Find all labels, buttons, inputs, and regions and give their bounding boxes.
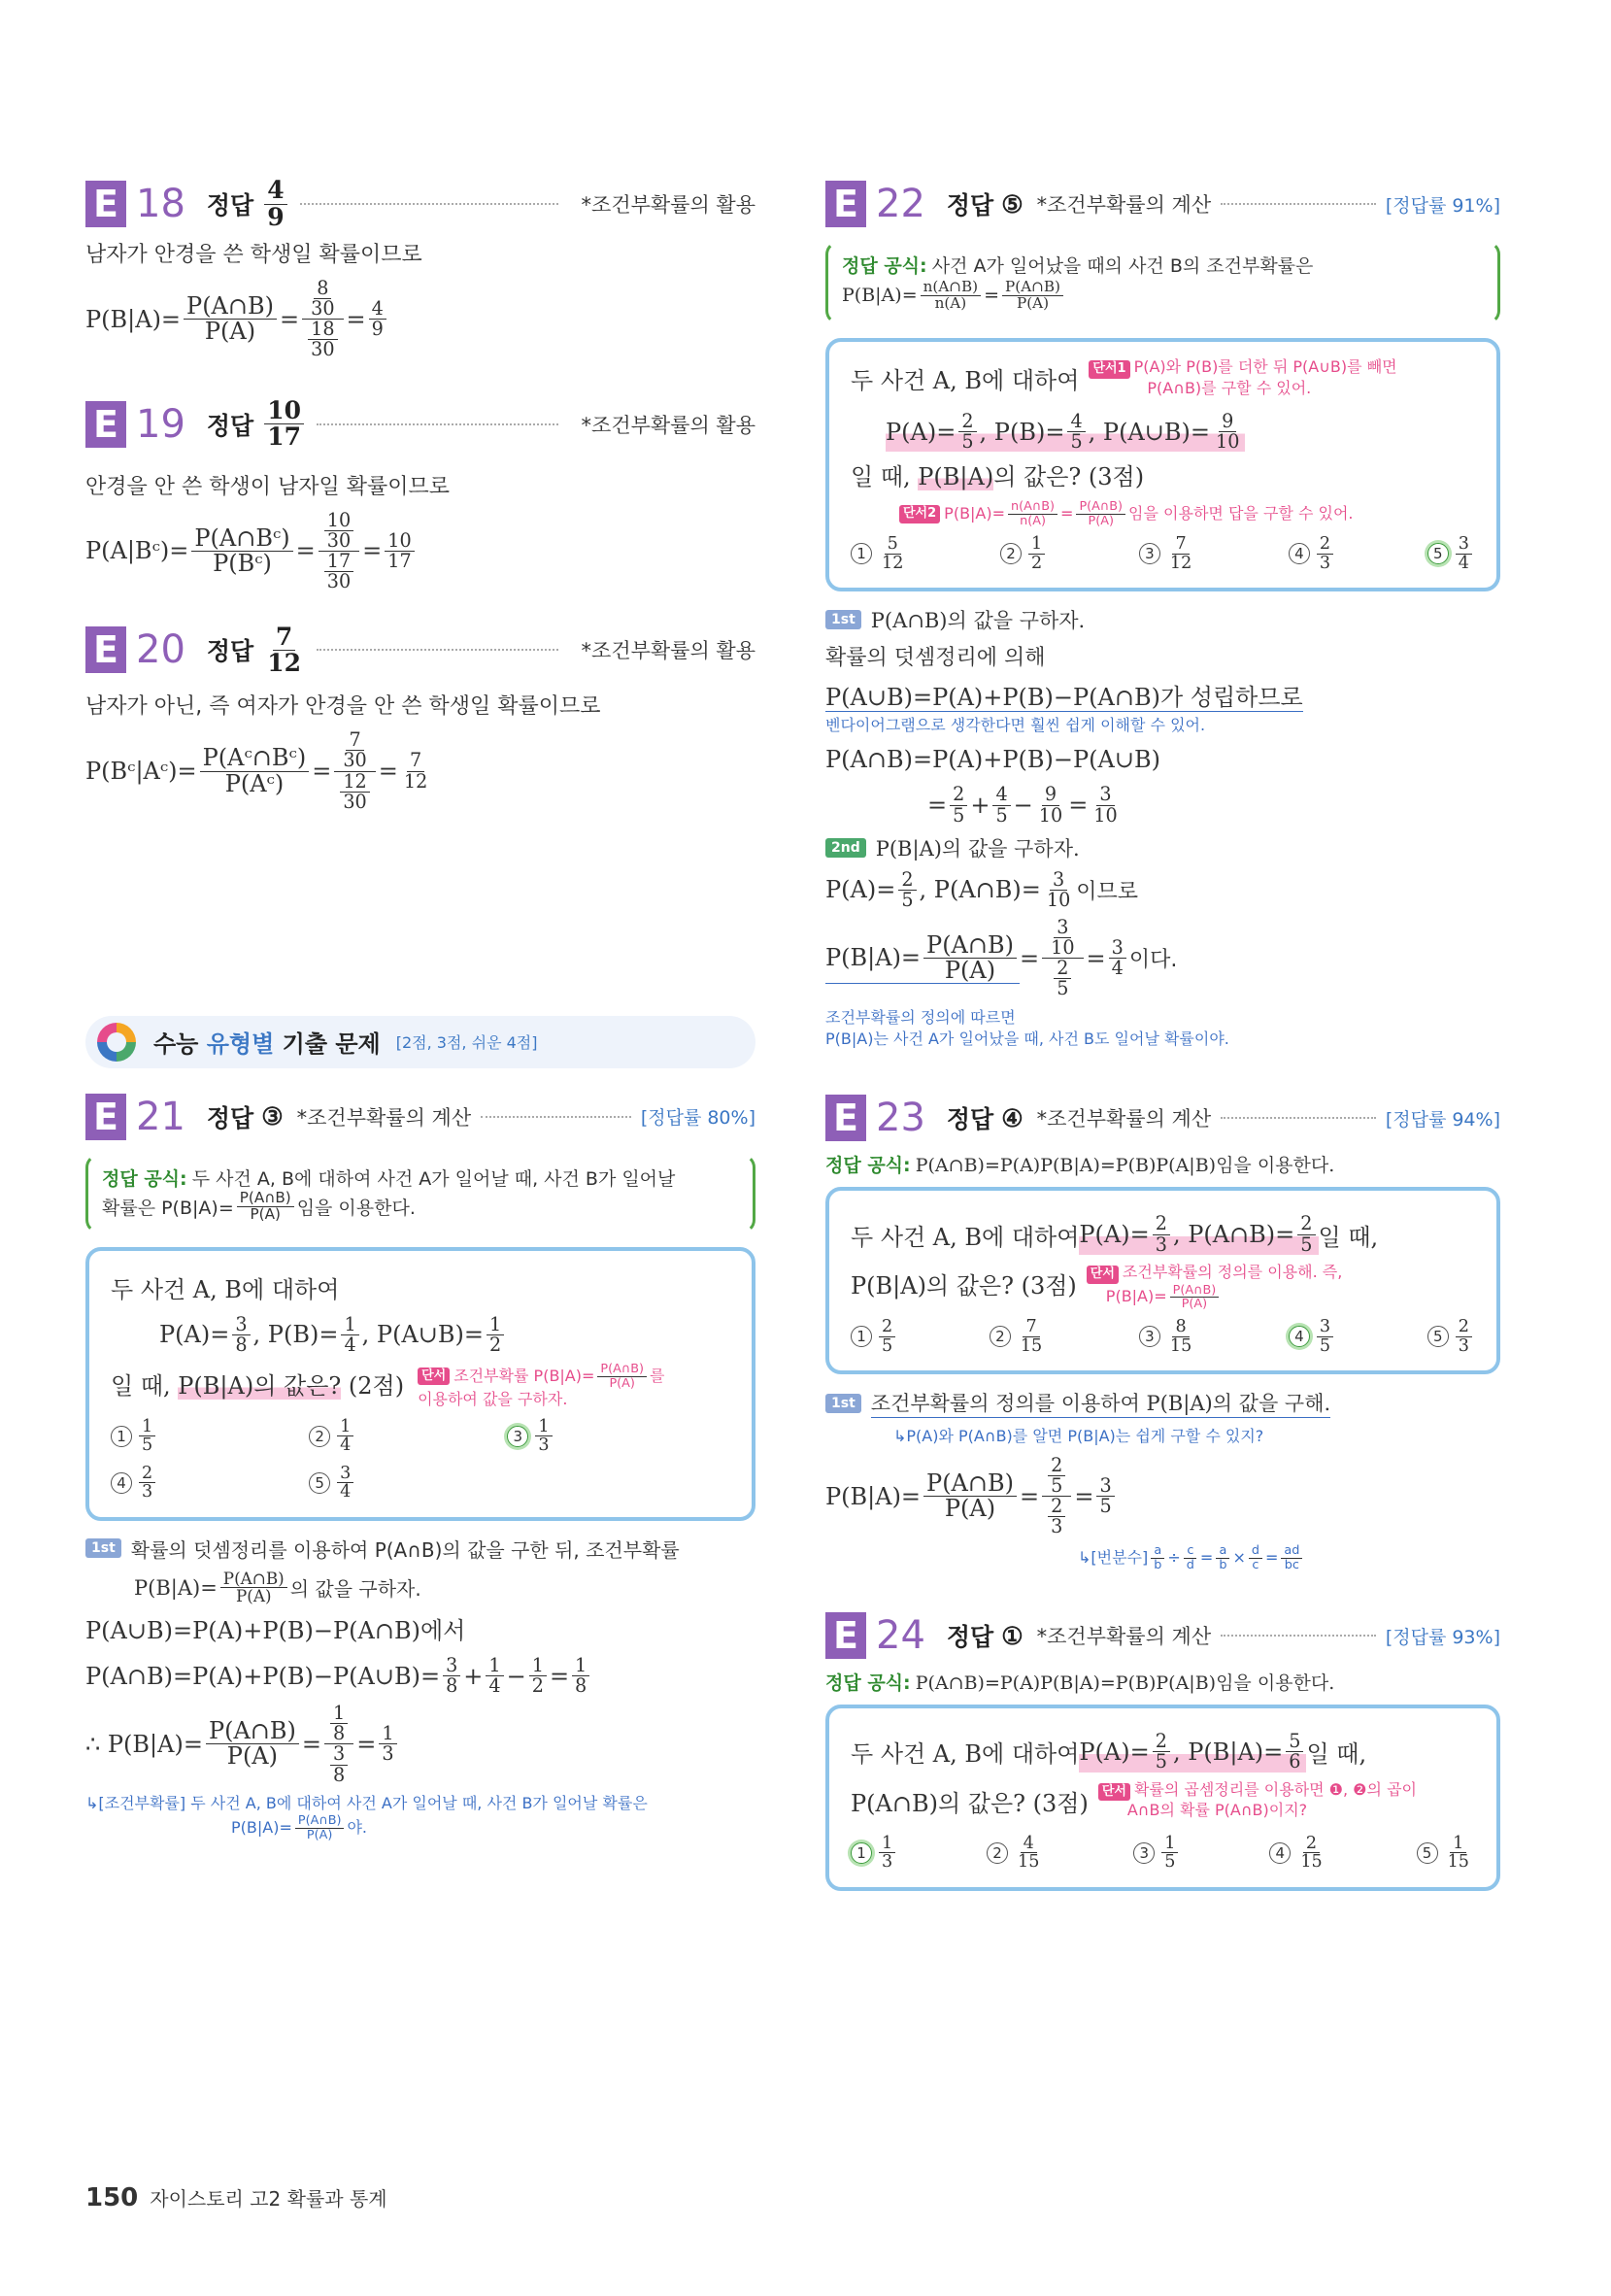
step-1: 1st 확률의 덧셈정리를 이용하여 P(A∩B)의 값을 구한 뒤, 조건부확률 bbox=[85, 1535, 755, 1563]
e-badge: E bbox=[825, 181, 866, 227]
choices bbox=[851, 1835, 1475, 1872]
problem-20 bbox=[85, 621, 755, 812]
choices bbox=[851, 535, 1475, 572]
step-2: 2nd P(B|A)의 값을 구하자. bbox=[825, 833, 1500, 862]
choice-3[interactable]: 3 $\frac{1}{3}$ bbox=[507, 1418, 705, 1455]
answer: 정답 ⑤ bbox=[946, 189, 1024, 219]
choice-3[interactable]: 3 $\frac{7}{12}$ bbox=[1139, 535, 1197, 572]
choice-4[interactable]: 4 $\frac{2}{3}$ bbox=[111, 1465, 309, 1502]
page-footer bbox=[85, 2183, 387, 2212]
choice-1[interactable]: 1 $\frac{1}{3}$ bbox=[851, 1835, 898, 1872]
choice-5[interactable]: 5 $\frac{1}{15}$ bbox=[1417, 1835, 1475, 1872]
problem-number: 23 bbox=[876, 1096, 925, 1141]
choice-1[interactable]: 1 $\frac{2}{5}$ bbox=[851, 1318, 898, 1355]
problem-24-header bbox=[825, 1606, 1500, 1665]
book-title: 자이스토리 고2 확률과 통계 bbox=[150, 2187, 387, 2211]
hint: 단서 조건부확률의 정의를 이용해. 즉, P(B|A)= $\frac{P(A\cap B)}{P(A)}$ bbox=[1087, 1263, 1342, 1311]
choice-3[interactable]: 3 $\frac{8}{15}$ bbox=[1139, 1318, 1197, 1355]
intro-text: 남자가 아닌, 즉 여자가 안경을 안 쓴 학생일 확률이므로 bbox=[85, 694, 601, 720]
problem-23: E 23 정답 ④ *조건부확률의 계산 [정답률 94%] 정답 공식: P(A∩B)=P(A)P(B|A)=P(B)P(A|B)임을 이용한다. 두 사건 A, B에 대하여 P(A)= $\frac{2}{3}$ , P(A∩B)= $\frac{2}{5}$ 일 때, P(B|A)의 값은? (3점) 단서 조건부확률의 정의를 이용해. 즉, P(B|A)= $\frac{P(A\cap B)}{P(A)}$ 1 $\frac{2}{5}$ 2 $\frac{7}{15}$ 3 $\frac{8}{15}$ 4 $\frac{3}{5}$ 5 $\frac{2}{3}$ 1st 조건부확률의 정의를 이용하여 P(B|A)의 값을 구해. ↳P(A)와 P(A∩B)를 알면 P(B|A)는 쉽게 구할 수 있지? P(B|A)= $\frac{P(A\cap B)}{P(A)}$ = $\frac{\frac{2}{5}}{\frac{2}{3}}$ = $\frac{3}{5}$ ↳[번분수] $\frac{a}{b}$ ÷ $\frac{c}{d}$ = $\frac{a}{b}$ × $\frac{d}{c}$ = $\frac{ad}{bc}$ bbox=[825, 1089, 1500, 1571]
problem-24 bbox=[825, 1606, 1500, 1890]
question-box: 두 사건 A, B에 대하여 P(A)= $\frac{2}{5}$ , P(B|A)= $\frac{5}{6}$ 일 때, P(A∩B)의 값은? (3점) 단서 확률의 곱셈정리를 이용하면 ❶, ❷의 곱이 A∩B의 확률 P(A∩B)이지? 1 $\frac{1}{3}$ 2 $\frac{4}{15}$ 3 $\frac{1}{5}$ 4 $\frac{2}{15}$ 5 $\frac{1}{15}$ bbox=[825, 1705, 1500, 1890]
problem-number: 21 bbox=[136, 1094, 185, 1139]
correct-rate: [정답률 93%] bbox=[1385, 1626, 1500, 1648]
problem-21-header bbox=[85, 1088, 755, 1146]
problem-18-header bbox=[85, 175, 755, 233]
problem-number: 24 bbox=[876, 1613, 925, 1659]
topic: *조건부확률의 계산 bbox=[1036, 1625, 1212, 1649]
problem-22-header bbox=[825, 175, 1500, 233]
section-banner bbox=[85, 1016, 755, 1068]
e-badge: E bbox=[825, 1095, 866, 1141]
step-1: 1st P(A∩B)의 값을 구하자. bbox=[825, 605, 1500, 634]
note: ↳[조건부확률] 두 사건 A, B에 대하여 사건 A가 일어날 때, 사건 B가 일어날 확률은 P(B|A)= $\frac{P(A\cap B)}{P(A)}$ 야. bbox=[85, 1793, 648, 1842]
topic: *조건부확률의 계산 bbox=[1036, 193, 1212, 217]
choice-3[interactable]: 3 $\frac{1}{5}$ bbox=[1133, 1835, 1181, 1872]
formula-box: 정답 공식: 사건 A가 일어났을 때의 사건 B의 조건부확률은 P(B|A)= $\frac{n(A\cap B)}{n(A)}$ = $\frac{P(A\cap B)}{P(A)}$ bbox=[825, 241, 1500, 324]
choice-5[interactable]: 5 $\frac{3}{4}$ bbox=[309, 1465, 507, 1502]
choices bbox=[111, 1418, 730, 1502]
topic: *조건부확률의 계산 bbox=[1036, 1107, 1212, 1131]
choice-2[interactable]: 2 $\frac{4}{15}$ bbox=[987, 1835, 1045, 1872]
answer: 정답 $\frac{10}{17}$ bbox=[207, 398, 307, 451]
formula-line: 정답 공식: P(A∩B)=P(A)P(B|A)=P(B)P(A|B)임을 이용한다. bbox=[825, 1672, 1335, 1695]
answer: 정답 $\frac{4}{9}$ bbox=[207, 178, 290, 230]
problem-19-header bbox=[85, 395, 755, 454]
topic: *조건부확률의 활용 bbox=[581, 639, 755, 663]
correct-rate: [정답률 80%] bbox=[640, 1107, 755, 1130]
question-box: 두 사건 A, B에 대하여 단서1 P(A)와 P(B)를 더한 뒤 P(A∪B)를 빼면 P(A∩B)를 구할 수 있어. P(A)= $\frac{2}{5}$ , P(B)= $\frac{4}{5}$ , P(A∪B)= $\frac{9}{10}$ 일 때, P(B|A)의 값은? (3점) 단서2 P(B|A)= $\frac{n(A\cap B)}{n(A)}$ = $\frac{P(A\cap B)}{P(A)}$ 임을 이용하면 답을 구할 수 있어. 1 $\frac{5}{12}$ 2 $\frac{1}{2}$ 3 $\frac{7}{12}$ 4 $\frac{2}{3}$ 5 $\frac{3}{4}$ bbox=[825, 338, 1500, 591]
formula-box: 정답 공식: 두 사건 A, B에 대하여 사건 A가 일어날 때, 사건 B가 일어날 확률은 P(B|A)= $\frac{P(A\cap B)}{P(A)}$ 임을 이용한다. bbox=[85, 1154, 755, 1233]
logo-icon bbox=[97, 1023, 136, 1062]
topic: *조건부확률의 계산 bbox=[296, 1105, 472, 1130]
problem-number: 19 bbox=[136, 401, 185, 447]
right-column bbox=[825, 175, 1500, 1905]
choice-5[interactable]: 5 $\frac{2}{3}$ bbox=[1427, 1318, 1475, 1355]
note: 조건부확률의 정의에 따르면 P(B|A)는 사건 A가 일어났을 때, 사건 B도 일어날 확률이야. bbox=[825, 1007, 1229, 1049]
intro-text: 남자가 안경을 쓴 학생일 확률이므로 bbox=[85, 243, 422, 267]
problem-20-header bbox=[85, 621, 755, 679]
problem-23-header bbox=[825, 1089, 1500, 1147]
topic: *조건부확률의 활용 bbox=[581, 413, 755, 437]
left-column bbox=[85, 175, 755, 1851]
choice-4[interactable]: 4 $\frac{2}{15}$ bbox=[1269, 1835, 1327, 1872]
choice-2[interactable]: 2 $\frac{1}{2}$ bbox=[1000, 535, 1048, 572]
e-badge: E bbox=[825, 1612, 866, 1659]
choice-1[interactable]: 1 $\frac{5}{12}$ bbox=[851, 535, 909, 572]
page-number: 150 bbox=[85, 2183, 139, 2212]
problem-number: 20 bbox=[136, 627, 185, 673]
topic: *조건부확률의 활용 bbox=[581, 193, 755, 217]
e-badge: E bbox=[85, 1094, 126, 1140]
answer: 정답 ③ bbox=[206, 1102, 284, 1132]
problem-19 bbox=[85, 395, 755, 592]
question-box: 두 사건 A, B에 대하여 P(A)= $\frac{3}{8}$ , P(B)= $\frac{1}{4}$ , P(A∪B)= $\frac{1}{2}$ 일 때, P(B|A)의 값은? (2점) 단서 조건부확률 P(B|A)= $\frac{P(A\cap B)}{P(A)}$ 를 이용하여 값을 구하자. 1 $\frac{1}{5}$ 2 $\frac{1}{4}$ 3 $\frac{1}{3}$ 4 $\frac{2}{3}$ 5 $\frac{3}{4}$ bbox=[85, 1247, 755, 1521]
hint-2: 단서2 P(B|A)= $\frac{n(A\cap B)}{n(A)}$ = $\frac{P(A\cap B)}{P(A)}$ 임을 이용하면 답을 구할 수 있어. bbox=[899, 500, 1475, 527]
hint-1: 단서1 P(A)와 P(B)를 더한 뒤 P(A∪B)를 빼면 P(A∩B)를 구할 수 있어. bbox=[1089, 357, 1396, 399]
e-badge: E bbox=[85, 626, 126, 673]
answer: 정답 ① bbox=[946, 1621, 1024, 1652]
choice-1[interactable]: 1 $\frac{1}{5}$ bbox=[111, 1418, 309, 1455]
problem-18 bbox=[85, 175, 755, 360]
note: ↳[번분수] $\frac{a}{b}$ ÷ $\frac{c}{d}$ = $\frac{a}{b}$ × $\frac{d}{c}$ = $\frac{ad}{bc}$ bbox=[1078, 1544, 1500, 1571]
equation: P(Bᶜ|Aᶜ)= $\frac{\text{P(Aᶜ∩Bᶜ)}}{\text{P(Aᶜ)}}$ = $\frac{\frac{7}{30}}{\frac{12}{30}}$ = $\frac{7}{12}$ bbox=[85, 728, 428, 813]
intro-text: 안경을 안 쓴 학생이 남자일 확률이므로 bbox=[85, 474, 450, 499]
choice-4[interactable]: 4 $\frac{2}{3}$ bbox=[1289, 535, 1336, 572]
banner-subtitle: [2점, 3점, 쉬운 4점] bbox=[395, 1033, 538, 1053]
correct-rate: [정답률 94%] bbox=[1385, 1108, 1500, 1131]
e-badge: E bbox=[85, 401, 126, 448]
question-box: 두 사건 A, B에 대하여 P(A)= $\frac{2}{3}$ , P(A∩B)= $\frac{2}{5}$ 일 때, P(B|A)의 값은? (3점) 단서 조건부확률의 정의를 이용해. 즉, P(B|A)= $\frac{P(A\cap B)}{P(A)}$ 1 $\frac{2}{5}$ 2 $\frac{7}{15}$ 3 $\frac{8}{15}$ 4 $\frac{3}{5}$ 5 $\frac{2}{3}$ bbox=[825, 1187, 1500, 1374]
choices bbox=[851, 1318, 1475, 1355]
problem-22: E 22 정답 ⑤ *조건부확률의 계산 [정답률 91%] 정답 공식: 사건 A가 일어났을 때의 사건 B의 조건부확률은 P(B|A)= $\frac{n(A\cap B)}{n(A)}$ = $\frac{P(A\cap B)}{P(A)}$ 두 사건 A, B에 대하여 단서1 P(A)와 P(B)를 더한 뒤 P(A∪B)를 빼면 P(A∩B)를 구할 수 있어. P(A)= $\frac{2}{5}$ , P(B)= $\frac{4}{5}$ , P(A∪B)= $\frac{9}{10}$ 일 때, P(B|A)의 값은? (3점) 단서2 P(B|A)= $\frac{n(A\cap B)}{n(A)}$ = $\frac{P(A\cap B)}{P(A)}$ 임을 이용하면 답을 구할 수 있어. 1 $\frac{5}{12}$ 2 $\frac{1}{2}$ 3 $\frac{7}{12}$ 4 $\frac{2}{3}$ 5 $\frac{3}{4}$ 1st P(A∩B)의 값을 구하자. 확률의 덧셈정리에 의해 P(A∪B)=P(A)+P(B)−P(A∩B)가 성립하므로 벤다이어그램으로 생각한다면 훨씬 쉽게 이해할 수 있어. P(A∩B)=P(A)+P(B)−P(A∪B) = $\frac{2}{5}$ + $\frac{4}{5}$ − $\frac{9}{10}$ = $\frac{3}{10}$ 2nd P(B|A)의 값을 구하자. P(A)= $\frac{2}{5}$ , P(A∩B)= $\frac{3}{10}$ 이므로 P(B|A)= $\frac{P(A\cap B)}{P(A)}$ = $\frac{\frac{3}{10}}{\frac{2}{5}}$ = $\frac{3}{4}$ 이다. 조건부확률의 정의에 따르면 P(B|A)는 사건 A가 일어났을 때, 사건 B도 일어날 확률이야. bbox=[825, 175, 1500, 1050]
choice-5[interactable]: 5 $\frac{3}{4}$ bbox=[1427, 535, 1475, 572]
step-1: 1st 조건부확률의 정의를 이용하여 P(B|A)의 값을 구해. bbox=[825, 1388, 1500, 1418]
problem-number: 22 bbox=[876, 182, 925, 226]
hint: 단서 확률의 곱셈정리를 이용하면 ❶, ❷의 곱이 A∩B의 확률 P(A∩B)이지? bbox=[1098, 1780, 1417, 1822]
formula-line: 정답 공식: P(A∩B)=P(A)P(B|A)=P(B)P(A|B)임을 이용한다. bbox=[825, 1155, 1335, 1177]
answer: 정답 $\frac{7}{12}$ bbox=[206, 622, 302, 677]
choice-4[interactable]: 4 $\frac{3}{5}$ bbox=[1289, 1318, 1336, 1355]
problem-number: 18 bbox=[136, 182, 185, 226]
equation: P(A|Bᶜ)= $\frac{\text{P(A∩Bᶜ)}}{\text{P(Bᶜ)}}$ = $\frac{\frac{10}{30}}{\frac{17}{30}}$ = $\frac{10}{17}$ bbox=[85, 511, 755, 592]
banner-title: 수능 유형별 기출 문제 bbox=[153, 1030, 381, 1059]
hint: 단서 조건부확률 P(B|A)= $\frac{P(A\cap B)}{P(A)}$ 를 이용하여 값을 구하자. bbox=[418, 1362, 665, 1408]
choice-2[interactable]: 2 $\frac{7}{15}$ bbox=[990, 1318, 1048, 1355]
answer: 정답 ④ bbox=[946, 1103, 1024, 1134]
equation: P(B|A)= $\frac{P(A\cap B)}{P(A)}$ = $\frac{\frac{8}{30}}{\frac{18}{30}}$ = $\frac{4}{9}$ bbox=[85, 279, 755, 360]
problem-21: E 21 정답 ③ *조건부확률의 계산 [정답률 80%] 정답 공식: 두 사건 A, B에 대하여 사건 A가 일어날 때, 사건 B가 일어날 확률은 P(B|A)= $\frac{P(A\cap B)}{P(A)}$ 임을 이용한다. 두 사건 A, B에 대하여 P(A)= $\frac{3}{8}$ , P(B)= $\frac{1}{4}$ , P(A∪B)= $\frac{1}{2}$ 일 때, P(B|A)의 값은? (2점) 단서 조건부확률 P(B|A)= $\frac{P(A\cap B)}{P(A)}$ 를 이용하여 값을 구하자. 1 $\frac{1}{5}$ 2 $\frac{1}{4}$ 3 $\frac{1}{3}$ 4 $\frac{2}{3}$ 5 $\frac{3}{4}$ 1st 확률의 덧셈정리를 이용하여 P(A∩B)의 값을 구한 뒤, 조건부확률 P(B|A)= $\frac{P(A\cap B)}{P(A)}$ 의 값을 구하자. P(A∪B)=P(A)+P(B)−P(A∩B)에서 P(A∩B)=P(A)+P(B)−P(A∪B)= $\frac{3}{8}$ + $\frac{1}{4}$ − $\frac{1}{2}$ = $\frac{1}{8}$ ∴ P(B|A)= $\frac{P(A\cap B)}{P(A)}$ = $\frac{\frac{1}{8}}{\frac{3}{8}}$ = $\frac{1}{3}$ ↳[조건부확률] 두 사건 A, B에 대하여 사건 A가 일어날 때, 사건 B가 일어날 확률은 P(B|A)= $\frac{P(A\cap B)}{P(A)}$ 야. bbox=[85, 1088, 755, 1841]
e-badge: E bbox=[85, 181, 126, 227]
choice-2[interactable]: 2 $\frac{1}{4}$ bbox=[309, 1418, 507, 1455]
correct-rate: [정답률 91%] bbox=[1385, 194, 1500, 217]
